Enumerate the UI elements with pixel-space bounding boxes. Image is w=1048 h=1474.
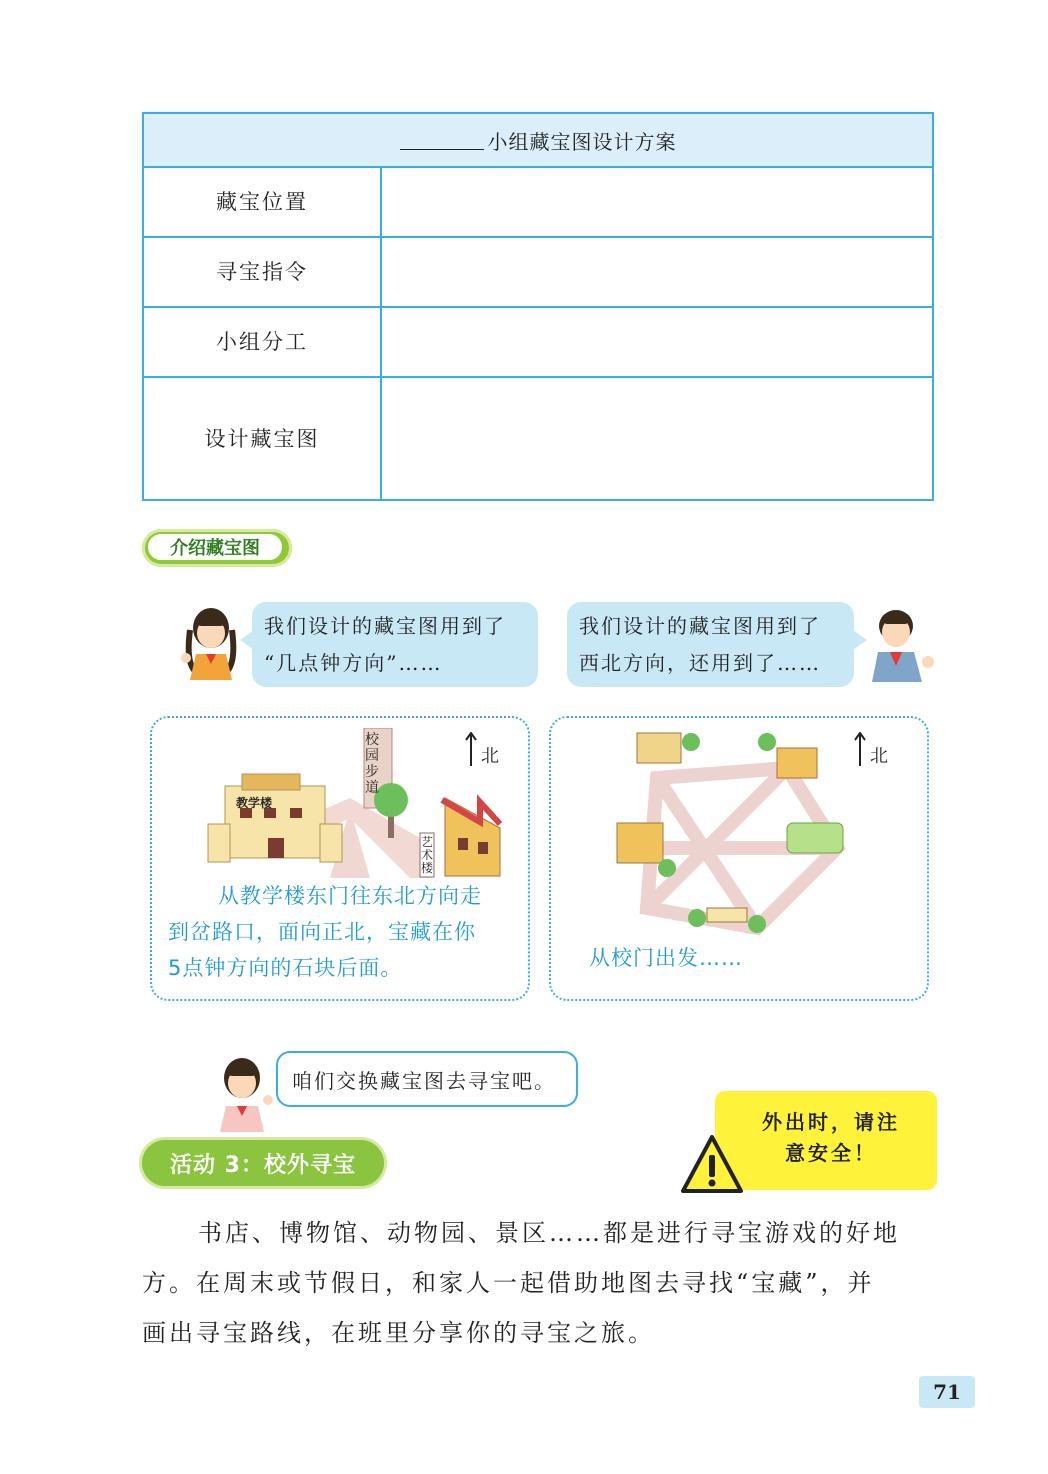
section-tab-intro-label: 介绍藏宝图 xyxy=(146,532,284,562)
caption-line: 从教学楼东门往东北方向走 xyxy=(218,884,482,908)
row-label-division: 小组分工 xyxy=(144,306,382,376)
bubble-girl-line2: “几点钟方向”…… xyxy=(264,651,443,675)
warning-line: 意安全！ xyxy=(785,1141,877,1165)
table-row xyxy=(144,306,932,378)
table-row xyxy=(144,376,932,499)
label-teaching-building: 教学楼 xyxy=(236,796,273,810)
label-art-building: 艺术楼 xyxy=(421,835,434,875)
park-map-illustration xyxy=(607,728,857,938)
north-label: 北 xyxy=(870,746,888,767)
activity-paragraph xyxy=(142,1208,938,1358)
warning-text xyxy=(743,1107,919,1169)
bubble-boy-line2: 西北方向，还用到了…… xyxy=(579,651,821,675)
section-tab-intro xyxy=(142,529,292,567)
map-card-left xyxy=(150,716,530,1001)
warning-triangle-icon xyxy=(680,1133,744,1195)
row-cell-instructions[interactable] xyxy=(382,236,932,306)
page-number: 71 xyxy=(919,1376,975,1408)
bubble-girl-line1: 我们设计的藏宝图用到了 xyxy=(264,614,506,638)
north-arrow-icon xyxy=(465,732,477,766)
map-right-caption: 从校门出发…… xyxy=(589,946,743,970)
label-campus-path: 校园步道 xyxy=(365,732,379,796)
bubble-boy-line1: 我们设计的藏宝图用到了 xyxy=(579,614,821,638)
map-left-caption xyxy=(168,878,520,986)
paragraph-line: 方。在周末或节假日，和家人一起借助地图去寻找“宝藏”，并 xyxy=(142,1269,875,1297)
row-label-design-map: 设计藏宝图 xyxy=(144,376,382,499)
table-row xyxy=(144,166,932,238)
campus-map-illustration xyxy=(180,728,510,878)
plan-table-title: 小组藏宝图设计方案 xyxy=(487,129,677,154)
girl-avatar xyxy=(212,1052,276,1132)
group-name-blank[interactable] xyxy=(400,131,484,150)
girl-avatar xyxy=(176,600,246,680)
plan-table xyxy=(142,112,934,501)
section-tab-activity: 活动 3：校外寻宝 xyxy=(142,1140,384,1186)
bubble-tail xyxy=(240,630,254,650)
row-label-location: 藏宝位置 xyxy=(144,166,382,236)
north-label: 北 xyxy=(481,746,499,767)
bubble-exchange-text: 咱们交换藏宝图去寻宝吧。 xyxy=(292,1068,556,1093)
warning-line: 外出时，请注 xyxy=(762,1110,900,1134)
boy-avatar xyxy=(862,604,938,682)
row-label-instructions: 寻宝指令 xyxy=(144,236,382,306)
caption-line: 到岔路口，面向正北，宝藏在你 xyxy=(168,920,476,944)
row-cell-location[interactable] xyxy=(382,166,932,236)
north-arrow-icon xyxy=(854,732,866,766)
safety-warning-note xyxy=(715,1091,937,1190)
speech-bubble-girl xyxy=(252,602,538,687)
speech-bubble-exchange xyxy=(276,1051,578,1107)
plan-table-header xyxy=(144,114,932,168)
caption-line: 5点钟方向的石块后面。 xyxy=(168,956,403,980)
paragraph-line: 书店、博物馆、动物园、景区……都是进行寻宝游戏的好地 xyxy=(198,1219,900,1247)
row-cell-design-map[interactable] xyxy=(382,376,932,499)
map-card-right xyxy=(549,716,929,1001)
speech-bubble-boy xyxy=(567,602,854,687)
row-cell-division[interactable] xyxy=(382,306,932,376)
table-row xyxy=(144,236,932,308)
paragraph-line: 画出寻宝路线，在班里分享你的寻宝之旅。 xyxy=(142,1319,655,1347)
